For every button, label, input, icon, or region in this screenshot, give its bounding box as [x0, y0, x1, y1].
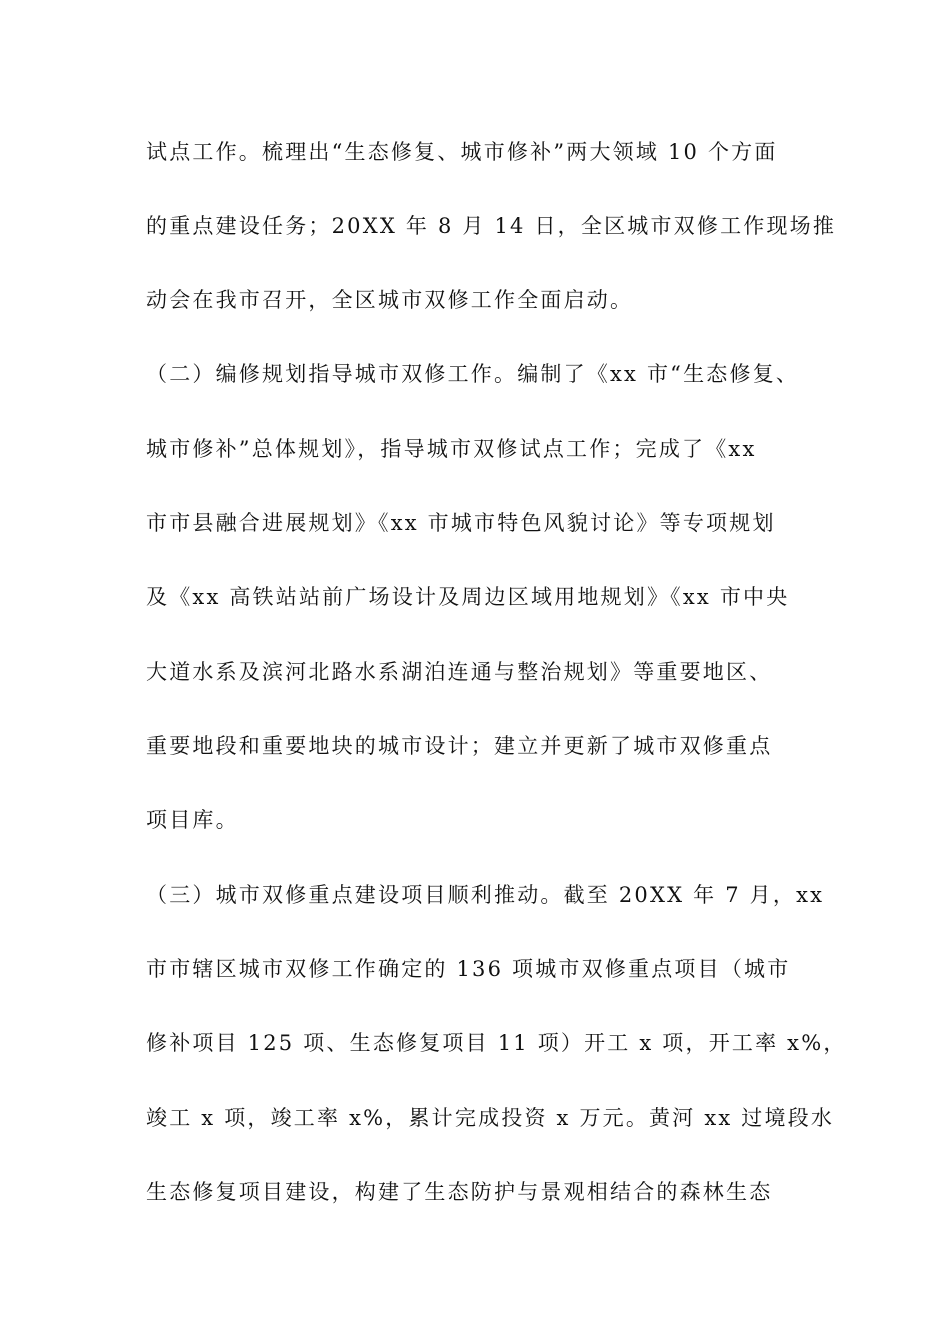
text-line: 动会在我市召开，全区城市双修工作全面启动。 [146, 288, 634, 312]
text-line: 及《xx 高铁站站前广场设计及周边区域用地规划》《xx 市中央 [146, 585, 790, 609]
text-line: 的重点建设任务；20XX 年 8 月 14 日，全区城市双修工作现场推 [146, 214, 837, 238]
text-line: 市市辖区城市双修工作确定的 136 项城市双修重点项目（城市 [146, 957, 791, 981]
text-line: 试点工作。梳理出“生态修复、城市修补”两大领域 10 个方面 [146, 140, 778, 164]
text-line: 修补项目 125 项、生态修复项目 11 项）开工 x 项，开工率 x%， [146, 1031, 847, 1055]
text-line: 市市县融合进展规划》《xx 市城市特色风貌讨论》等专项规划 [146, 511, 776, 535]
text-line: 城市修补”总体规划》，指导城市双修试点工作；完成了《xx [146, 437, 757, 461]
section-heading-3: （三）城市双修重点建设项目顺利推动。截至 20XX 年 7 月，xx [146, 883, 825, 907]
text-line: 重要地段和重要地块的城市设计；建立并更新了城市双修重点 [146, 734, 773, 758]
section-heading-2: （二）编修规划指导城市双修工作。编制了《xx 市“生态修复、 [146, 362, 800, 386]
text-line: 项目库。 [146, 808, 239, 832]
text-line: 大道水系及滨河北路水系湖泊连通与整治规划》等重要地区、 [146, 660, 773, 684]
text-line: 竣工 x 项，竣工率 x%，累计完成投资 x 万元。黄河 xx 过境段水 [146, 1106, 835, 1130]
text-line: 生态修复项目建设，构建了生态防护与景观相结合的森林生态 [146, 1180, 773, 1204]
